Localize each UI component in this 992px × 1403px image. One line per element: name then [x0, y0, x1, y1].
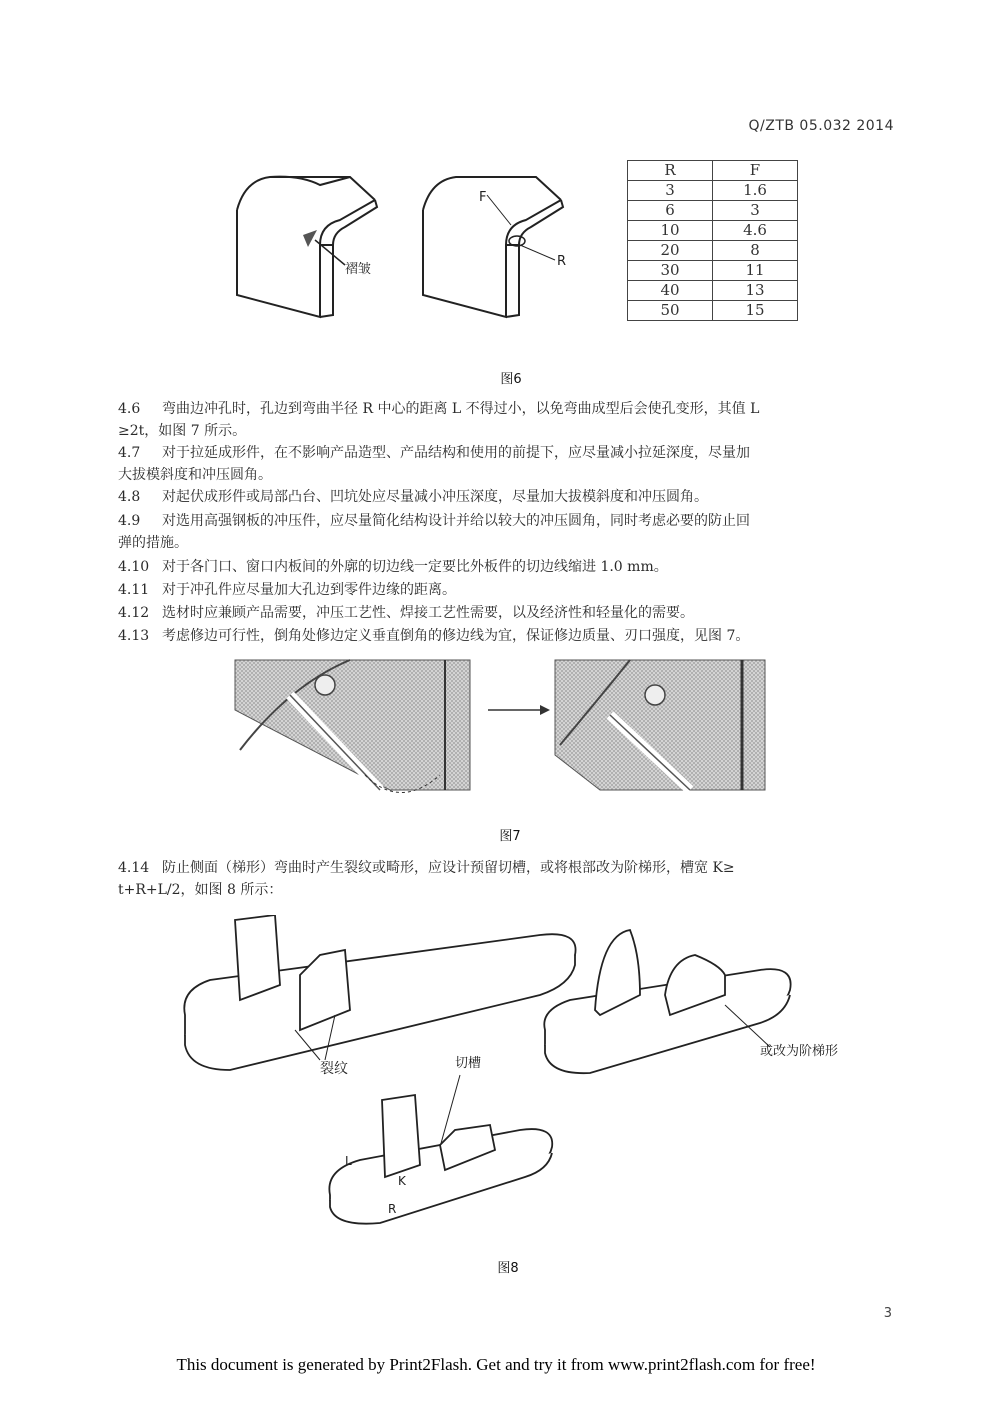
K-label: K	[398, 1174, 406, 1188]
paragraph-4-6: 4.6 弯曲边冲孔时，孔边到弯曲半径 R 中心的距离 L 不得过小，以免弯曲成型后会使孔变形，其值 L ≥2t，如图 7 所示。	[118, 401, 760, 439]
figure6-drawing	[225, 165, 585, 345]
paragraph-4-10: 4.10 对于各门口、窗口内板间的外廓的切边线一定要比外板件的切边线缩进 1.0 mm。	[118, 559, 668, 575]
figure7-caption: 图7	[499, 829, 521, 844]
paragraph-4-8: 4.8 对起伏成形件或局部凸台、凹坑处应尽量减小冲压深度，尽量加大拔模斜度和冲压圆角。	[118, 489, 708, 505]
paragraph-4-9: 4.9 对选用高强钢板的冲压件，应尽量简化结构设计并给以较大的冲压圆角，同时考虑必要的防止回 弹的措施。	[118, 513, 750, 551]
figure6-caption: 图6	[500, 372, 522, 387]
table-row: 10 4.6	[628, 221, 798, 241]
document-code: Q/ZTB 05.032 2014	[748, 118, 894, 134]
step-label: 或改为阶梯形	[760, 1044, 839, 1059]
figure8-caption: 图8	[497, 1261, 519, 1276]
table-row: 3 1.6	[628, 181, 798, 201]
notch-label: 切槽	[455, 1056, 482, 1071]
table-row: 40 13	[628, 281, 798, 301]
R-label: R	[557, 254, 567, 269]
table-row: 50 15	[628, 301, 798, 321]
table-row: 6 3	[628, 201, 798, 221]
table-row: 20 8	[628, 241, 798, 261]
table-header-F: F	[713, 161, 798, 181]
paragraph-4-14: 4.14 防止侧面（梯形）弯曲时产生裂纹或畸形，应设计预留切槽，或将根部改为阶梯形，槽宽 K≥ t+R+L/2，如图 8 所示：	[118, 860, 735, 898]
R-label-fig8: R	[388, 1202, 397, 1216]
L-label: L	[345, 1154, 352, 1168]
table-row: 30 11	[628, 261, 798, 281]
crack-label: 裂纹	[320, 1061, 348, 1077]
paragraph-4-7: 4.7 对于拉延成形件，在不影响产品造型、产品结构和使用的前提下，应尽量减小拉延深度，尽量加 大拔模斜度和冲压圆角。	[118, 445, 750, 483]
figure8-drawing	[170, 915, 850, 1245]
table-header-R: R	[628, 161, 713, 181]
rf-table	[627, 160, 798, 321]
paragraph-4-13: 4.13 考虑修边可行性，倒角处修边定义垂直倒角的修边线为宜，保证修边质量、刃口强度，见图 7。	[118, 628, 750, 644]
page-number: 3	[883, 1306, 892, 1321]
figure7-drawing	[230, 655, 770, 820]
footer-notice: This document is generated by Print2Flash. Get and try it from www.print2flash.com for free!	[176, 1355, 816, 1374]
paragraph-4-11: 4.11 对于冲孔件应尽量加大孔边到零件边缘的距离。	[118, 582, 456, 598]
crease-label: 褶皱	[345, 262, 372, 277]
F-label: F	[479, 190, 487, 205]
paragraph-4-12: 4.12 选材时应兼顾产品需要，冲压工艺性、焊接工艺性需要，以及经济性和轻量化的需要。	[118, 605, 694, 621]
